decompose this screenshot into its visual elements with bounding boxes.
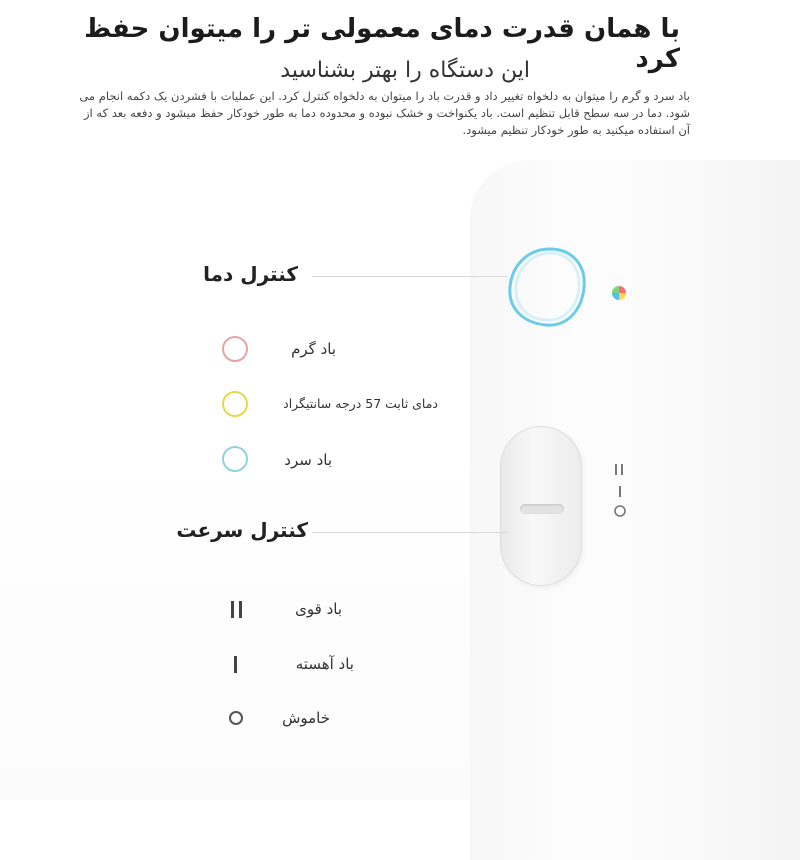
cold-air-label: باد سرد [284,451,332,469]
circle-off-icon [229,711,243,725]
temperature-control-title: کنترل دما [203,262,298,286]
switch-slot [520,504,564,514]
color-status-indicator [612,286,626,300]
fixed-temp-circle-icon [222,391,248,417]
temperature-button-ring[interactable] [506,243,586,331]
warm-air-label: باد گرم [291,340,336,358]
slow-wind-label: باد آهسته [295,655,354,673]
speed-marks-icon [612,462,628,522]
description: باد سرد و گرم را میتوان به دلخواه تغییر داد و قدرت باد را میتوان به دلخواه کنترل کرد. این عملیات با فشردن یک دکمه انجام می شود. دما در سه سطح قابل تنظیم است. باد یکنواخت و خشک نبوده و محدوده دما به طور خودکار حفظ میشود و دفعه بعد که از آن استفاده میکنید به طور خودکار تنظیم میشود. [79,89,690,137]
subheadline: این دستگاه را بهتر بشناسید [280,58,530,83]
speed-leader-line [312,532,508,533]
speed-switch[interactable] [500,426,582,586]
off-label: خاموش [282,709,330,727]
speed-control-title: کنترل سرعت [176,518,308,542]
headline: با همان قدرت دمای معمولی تر را میتوان حفظ کرد [84,14,680,74]
cold-air-circle-icon [222,446,248,472]
temperature-leader-line [312,276,508,277]
strong-wind-label: باد قوی [295,600,342,618]
fixed-temp-label: دمای ثابت 57 درجه سانتیگراد [283,396,438,411]
warm-air-circle-icon [222,336,248,362]
